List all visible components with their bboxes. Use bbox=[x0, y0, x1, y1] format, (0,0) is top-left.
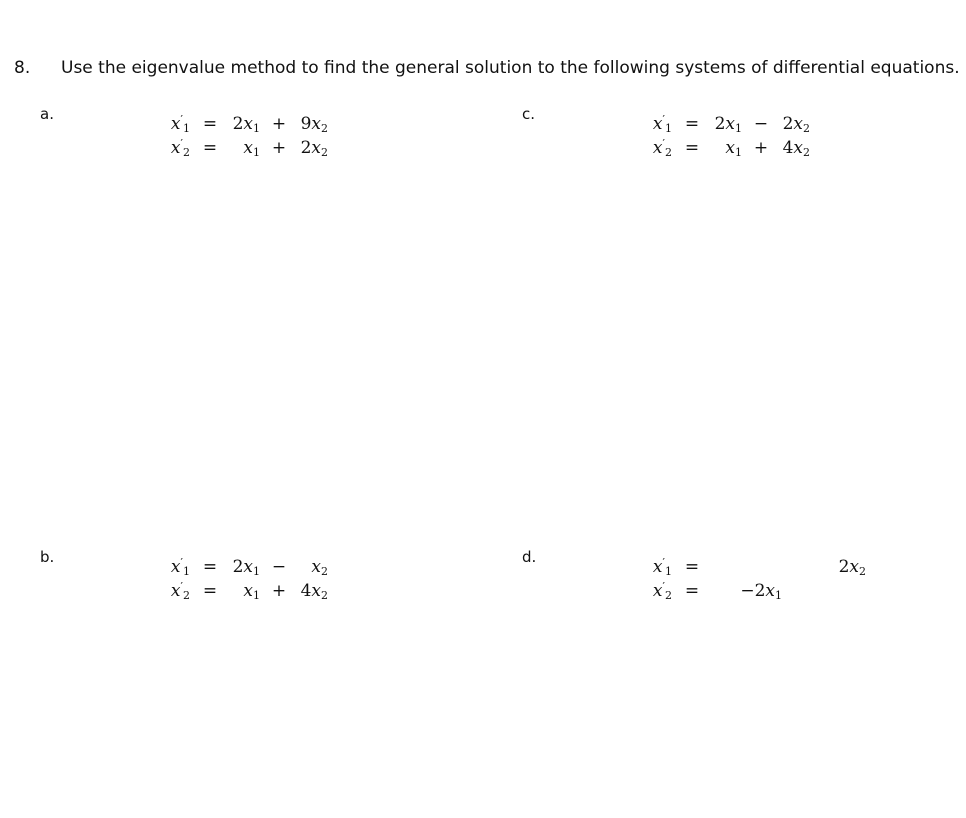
equation-row: $x'_2$ = $x_1$ + $4x_2$ bbox=[170, 580, 328, 602]
equation-row: $x'_2$ = $x_1$ + $2x_2$ bbox=[170, 137, 328, 159]
problem-number: 8. bbox=[14, 58, 31, 78]
part-b-system bbox=[168, 555, 328, 603]
equation-row: $x'_1$ = $2x_1$ − $2x_2$ bbox=[652, 113, 810, 135]
equation-row: $x'_1$ = $2x_2$ bbox=[652, 556, 866, 578]
part-c-system bbox=[650, 112, 810, 160]
equation-row: $x'_1$ = $2x_1$ − $x_2$ bbox=[170, 556, 328, 578]
equation-row: $x'_2$ = $-2x_1$ bbox=[652, 580, 782, 602]
part-d-system bbox=[650, 555, 866, 603]
equation-row: $x'_1$ = $2x_1$ + $9x_2$ bbox=[170, 113, 328, 135]
part-c-label: c. bbox=[522, 105, 536, 123]
part-b-label: b. bbox=[40, 548, 55, 566]
part-a-label: a. bbox=[40, 105, 54, 123]
problem-instructions: Use the eigenvalue method to find the general solution to the following systems of differential equations. bbox=[61, 58, 960, 78]
part-a-system bbox=[168, 112, 328, 160]
equation-row: $x'_2$ = $x_1$ + $4x_2$ bbox=[652, 137, 810, 159]
part-d-label: d. bbox=[522, 548, 537, 566]
